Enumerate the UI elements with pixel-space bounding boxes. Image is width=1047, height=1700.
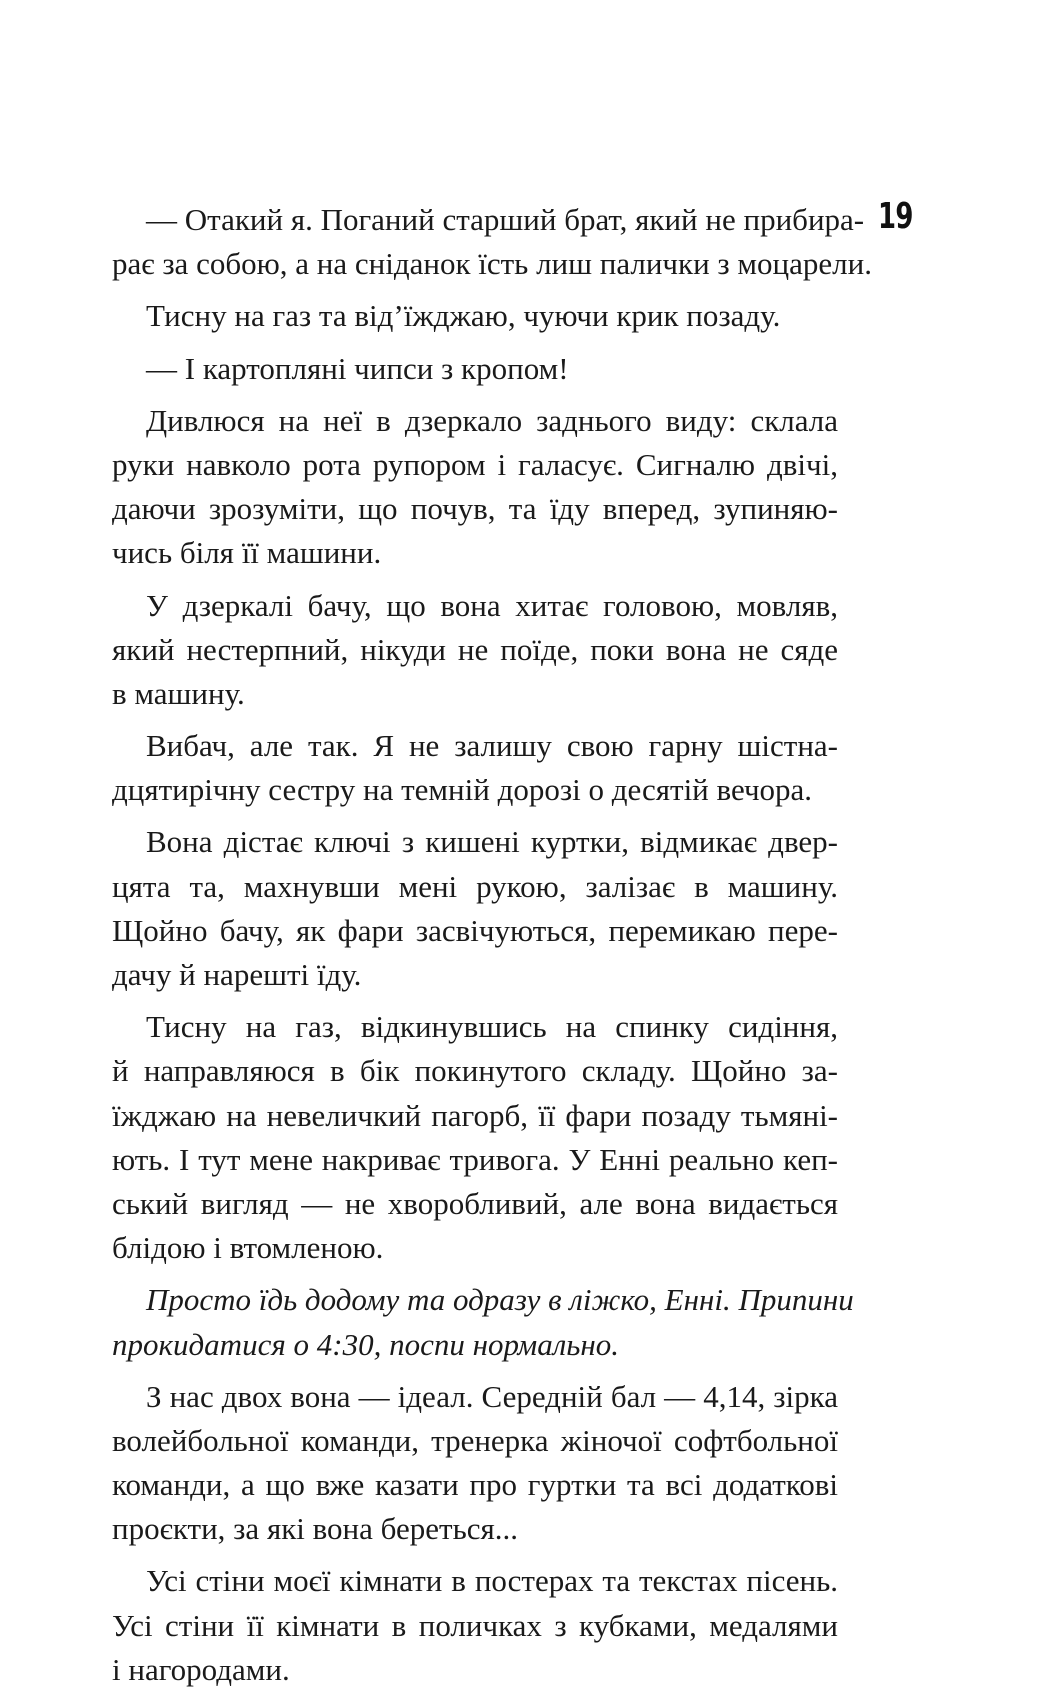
text-line: блідою і втомленою.: [112, 1230, 384, 1266]
paragraph: [112, 1375, 838, 1552]
paragraph: [112, 724, 838, 812]
text-line: Усі стіни моєї кімнати в постерах та текстах пісень.: [146, 1563, 838, 1599]
paragraph: [112, 347, 838, 391]
text-line: чись біля її машини.: [112, 535, 382, 571]
text-line: їжджаю на невеличкий пагорб, її фари позаду тьмяні-: [112, 1097, 838, 1133]
text-line: У дзеркалі бачу, що вона хитає головою, мовляв,: [146, 587, 838, 623]
text-line: даючи зрозуміти, що почув, та їду вперед, зупиняю-: [112, 491, 838, 527]
text-line: рає за собою, а на сніданок їсть лиш палички з моцарели.: [112, 246, 872, 282]
text-line: команди, а що вже казати про гуртки та всі додаткові: [112, 1467, 838, 1503]
text-line: проєкти, за які вона береться...: [112, 1511, 518, 1547]
text-line: і нагородами.: [112, 1651, 290, 1687]
text-line: Вибач, але так. Я не залишу свою гарну шістна-: [146, 728, 838, 764]
paragraph: [112, 399, 838, 576]
text-line: Дивлюся на неї в дзеркало заднього виду: склала: [146, 402, 838, 438]
text-line: руки навколо рота рупором і галасує. Сигналю двічі,: [112, 446, 838, 482]
paragraph: [112, 1005, 838, 1270]
text-line: Усі стіни її кімнати в поличках з кубками, медалями: [112, 1607, 838, 1643]
text-line: дцятирічну сестру на темній дорозі о десятій вечора.: [112, 772, 813, 808]
text-line: цята та, махнувши мені рукою, залізає в машину.: [112, 868, 838, 904]
paragraph: [112, 294, 838, 338]
text-line: — Отакий я. Поганий старший брат, який не прибира-: [146, 202, 865, 237]
text-line: Щойно бачу, як фари засвічуються, перемикаю пере-: [112, 912, 838, 948]
paragraph: [112, 1559, 838, 1692]
text-line: в машину.: [112, 675, 245, 711]
body-text: [112, 198, 872, 1700]
text-line: й направляюся в бік покинутого складу. Щойно за-: [112, 1053, 838, 1089]
text-line: — І картопляні чипси з кропом!: [146, 350, 569, 386]
text-line: прокидатися о 4:30, поспи нормально.: [112, 1326, 619, 1362]
paragraph: [112, 584, 838, 717]
text-line: який нестерпний, нікуди не поїде, поки вона не сяде: [112, 631, 838, 667]
text-line: ський вигляд — не хворобливий, але вона видається: [112, 1185, 838, 1221]
text-line: З нас двох вона — ідеал. Середній бал — 4,14, зірка: [146, 1378, 838, 1414]
italic-paragraph: [112, 1278, 854, 1366]
paragraph: [112, 820, 838, 997]
page-number: 19: [878, 196, 913, 237]
text-line: волейбольної команди, тренерка жіночої софтбольної: [112, 1422, 838, 1458]
text-line: Тисну на газ та від’їжджаю, чуючи крик позаду.: [146, 298, 781, 334]
text-line: Тисну на газ, відкинувшись на спинку сидіння,: [146, 1009, 838, 1045]
text-line: дачу й нарешті їду.: [112, 957, 362, 992]
paragraph: [112, 198, 872, 286]
text-line: Просто їдь додому та одразу в ліжко, Енні. Припини: [146, 1282, 854, 1318]
text-line: Вона дістає ключі з кишені куртки, відмикає двер-: [146, 824, 838, 860]
text-line: ють. І тут мене накриває тривога. У Енні реально кеп-: [112, 1141, 838, 1177]
